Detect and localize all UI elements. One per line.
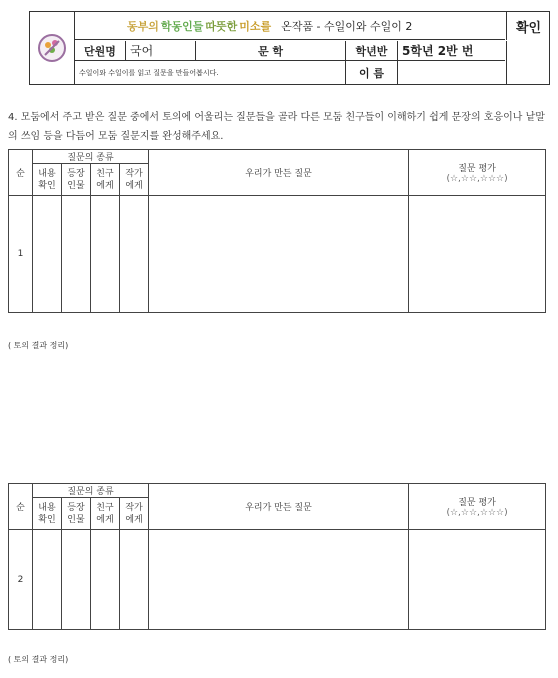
worksheet-header <box>29 11 550 85</box>
discussion-result-label: ( 토의 결과 정리) <box>8 655 69 664</box>
question-table-1 <box>8 149 546 313</box>
confirm-label: 확인 <box>506 12 550 40</box>
evaluation-cell[interactable] <box>409 530 546 630</box>
check-cell[interactable] <box>33 196 62 313</box>
question-header: 우리가 만든 질문 <box>149 484 409 530</box>
check-cell[interactable] <box>62 530 91 630</box>
worksheet-title: 온작품 - 수일이와 수일이 2 <box>281 19 413 33</box>
table-row <box>9 196 546 313</box>
evaluation-stars: (☆,☆☆,☆☆☆) <box>446 508 508 518</box>
type-content-check: 내용 확인 <box>33 498 62 530</box>
instruction-text: 4. 모둠에서 주고 받은 질문 중에서 토의에 어울리는 질문들을 골라 다른 모둠 친구들이 이해하기 쉽게 문장의 호응이나 낱말의 쓰임 등을 다듬어 모둠 질문지를 완성해주세요. <box>8 112 545 142</box>
check-cell[interactable] <box>120 196 149 313</box>
question-cell[interactable] <box>149 530 409 630</box>
header-goal-row <box>75 61 505 84</box>
evaluation-cell[interactable] <box>409 196 546 313</box>
brand-word-1: 동부의 <box>127 19 159 33</box>
grade-value: 5학년 2반 번 <box>397 41 505 60</box>
brand-word-4: 미소를 <box>239 19 272 33</box>
name-field[interactable] <box>397 61 505 84</box>
check-cell[interactable] <box>62 196 91 313</box>
logo-cell <box>30 12 75 84</box>
type-to-friend: 친구 에게 <box>91 164 120 196</box>
learning-goal: 수일이와 수일이를 읽고 질문을 만들어봅시다. <box>79 68 219 77</box>
evaluation-header <box>409 150 546 196</box>
name-label: 이 름 <box>345 61 397 84</box>
discussion-result-label: ( 토의 결과 정리) <box>8 341 69 350</box>
unit-value: 국어 <box>125 41 195 60</box>
num-header: 순 <box>9 484 33 530</box>
question-type-header: 질문의 종류 <box>33 150 149 164</box>
num-header: 순 <box>9 150 33 196</box>
school-logo-icon <box>37 33 67 63</box>
table-row <box>9 530 546 630</box>
evaluation-stars: (☆,☆☆,☆☆☆) <box>446 174 508 184</box>
brand-word-3: 따뜻한 <box>205 19 238 33</box>
check-cell[interactable] <box>33 530 62 630</box>
check-cell[interactable] <box>91 530 120 630</box>
confirm-box <box>506 41 550 84</box>
genre-label: 문 학 <box>195 41 345 60</box>
unit-label: 단원명 <box>84 44 116 58</box>
type-to-author: 작가 에게 <box>120 498 149 530</box>
row-number: 1 <box>9 196 33 313</box>
question-header: 우리가 만든 질문 <box>149 150 409 196</box>
brand-word-2: 학동인들 <box>160 19 204 33</box>
header-info-row <box>75 41 505 61</box>
question-cell[interactable] <box>149 196 409 313</box>
grade-label: 학년반 <box>345 41 397 60</box>
evaluation-header <box>409 484 546 530</box>
type-character: 등장 인물 <box>62 498 91 530</box>
type-content-check: 내용 확인 <box>33 164 62 196</box>
question-table-2 <box>8 483 546 630</box>
question-type-header: 질문의 종류 <box>33 484 149 498</box>
type-to-author: 작가 에게 <box>120 164 149 196</box>
evaluation-title: 질문 평가 <box>458 498 496 508</box>
check-cell[interactable] <box>120 530 149 630</box>
header-title-row <box>75 12 505 40</box>
check-cell[interactable] <box>91 196 120 313</box>
evaluation-title: 질문 평가 <box>458 164 496 174</box>
row-number: 2 <box>9 530 33 630</box>
type-to-friend: 친구 에게 <box>91 498 120 530</box>
type-character: 등장 인물 <box>62 164 91 196</box>
